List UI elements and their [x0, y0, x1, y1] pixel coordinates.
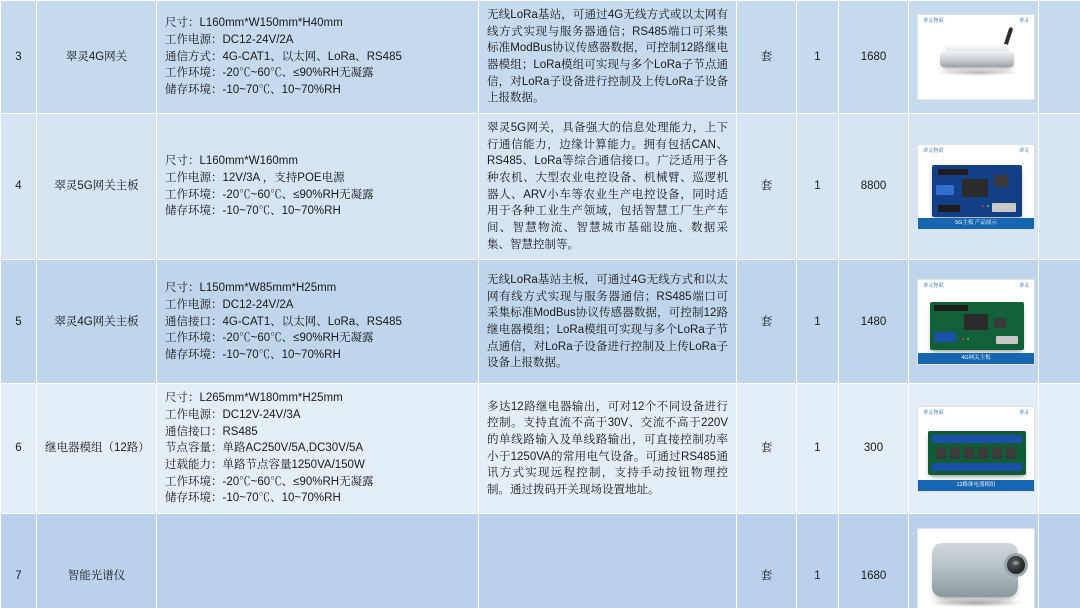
- table-row: [1, 114, 1080, 260]
- unit-cell: 套: [737, 260, 797, 384]
- product-spec: [157, 384, 479, 514]
- table-row: [1, 1, 1080, 114]
- spec-line: 工作环境：-20℃~60℃、≤90%RH无凝露: [165, 67, 374, 80]
- spec-line: 工作环境：-20℃~60℃、≤90%RH无凝露: [165, 188, 374, 201]
- spec-line: 尺寸：L160mm*W150mm*H40mm: [165, 17, 343, 30]
- pcb-board: [930, 302, 1024, 350]
- pcb-board: [928, 431, 1026, 475]
- spec-line: 过载能力：单路节点容量1250VA/150W: [165, 459, 365, 472]
- price-cell: 1480: [839, 260, 909, 384]
- product-image-cell: [909, 514, 1039, 608]
- spec-line: 工作电源：DC12-24V/2A: [165, 34, 294, 46]
- product-spec: [157, 514, 479, 608]
- image-caption: 5G主板 产品展示: [918, 218, 1034, 229]
- quantity-cell: 1: [797, 1, 839, 114]
- product-name: 继电器模组（12路）: [37, 384, 157, 514]
- product-spec: [157, 1, 479, 114]
- image-caption: 4G网关主板: [918, 353, 1034, 364]
- spacer-cell: [1039, 1, 1080, 114]
- spec-line: 工作电源：12V/3A ，支持POE电源: [165, 172, 345, 185]
- brand-label-secondary: 翠灵: [1018, 147, 1029, 154]
- spec-line: 工作电源：DC12V-24V/3A: [165, 409, 301, 422]
- product-image-cell: [909, 260, 1039, 384]
- unit-cell: 套: [737, 1, 797, 114]
- gateway-device-image: [917, 14, 1035, 100]
- pcb-board-4g-image: [917, 279, 1035, 365]
- row-index: 6: [1, 384, 37, 514]
- spec-line: 尺寸：L265mm*W180mm*H25mm: [165, 392, 343, 405]
- unit-cell: 套: [737, 114, 797, 260]
- quantity-cell: 1: [797, 514, 839, 608]
- product-description: 无线LoRa基站，可通过4G无线方式或以太网有线方式实现与服务器通信；RS485端口可采集标准ModBus协议传感器数据，可控制12路继电器模组；LoRa模组可实现与多个LoRa子节点通信，对LoRa子设备进行控制及上传LoRa子设备上报数据。: [479, 1, 737, 114]
- row-index: 4: [1, 114, 37, 260]
- spec-line: 储存环境：-10~70℃、10~70%RH: [165, 84, 341, 97]
- product-description: 翠灵5G网关，具备强大的信息处理能力，上下行通信能力，边缘计算能力。拥有包括CAN、RS485、LoRa等综合通信接口。广泛适用于各种农机、大型农业电控设备、机械臂、巡逻机器人、ARV小车等农业生产电控设备，同时适用于各种工业生产领域，包括智慧工厂生产车间、智慧物流、智慧城市基础设施、数据采集、智慧控制等。: [479, 114, 737, 260]
- brand-label-secondary: 翠灵: [1018, 282, 1029, 289]
- spec-line: 工作环境：-20℃~60℃、≤90%RH无凝露: [165, 475, 374, 488]
- spec-line: 工作环境：-20℃~60℃、≤90%RH无凝露: [165, 332, 374, 345]
- relay-module-image: [917, 406, 1035, 492]
- product-image-cell: [909, 1, 1039, 114]
- quantity-cell: 1: [797, 260, 839, 384]
- brand-label-secondary: 翠灵: [1018, 18, 1029, 25]
- spec-line: 通信接口：4G-CAT1、以太网、LoRa、RS485: [165, 315, 402, 328]
- camera-lens-icon: [1004, 553, 1028, 577]
- pcb-board-5g-image: [917, 144, 1035, 230]
- spec-line: 工作电源：DC12-24V/2A: [165, 298, 294, 311]
- spec-line: 通信方式：4G-CAT1、以太网、LoRa、RS485: [165, 50, 402, 63]
- unit-cell: 套: [737, 514, 797, 608]
- device-shadow: [928, 599, 1024, 607]
- product-description: [479, 514, 737, 608]
- price-cell: 8800: [839, 114, 909, 260]
- spec-line: 通信接口：RS485: [165, 425, 258, 438]
- product-image-cell: [909, 384, 1039, 514]
- device-shadow: [936, 69, 1020, 76]
- brand-label: 翠灵物联: [923, 282, 944, 289]
- price-cell: 1680: [839, 514, 909, 608]
- spacer-cell: [1039, 514, 1080, 608]
- table-row: [1, 384, 1080, 514]
- price-cell: 1680: [839, 1, 909, 114]
- product-name: 翠灵5G网关主板: [37, 114, 157, 260]
- product-description: 多达12路继电器输出，可对12个不同设备进行控制。支持直流不高于30V、交流不高于220V的单线路输入及单线路输出，可直接控制功率小于1250VA的常用电气设备。可通过RS485通讯方式实现远程控制，支持手动按钮物理控制。通过拨码开关现场设置地址。: [479, 384, 737, 514]
- table-row: [1, 260, 1080, 384]
- product-name: 翠灵4G网关: [37, 1, 157, 114]
- product-spec: [157, 260, 479, 384]
- spacer-cell: [1039, 114, 1080, 260]
- price-cell: 300: [839, 384, 909, 514]
- spec-line: 储存环境：-10~70℃、10~70%RH: [165, 205, 341, 218]
- spec-line: 尺寸：L150mm*W85mm*H25mm: [165, 282, 337, 295]
- pcb-board: [932, 165, 1022, 217]
- spec-line: 储存环境：-10~70℃、10~70%RH: [165, 492, 341, 505]
- row-index: 3: [1, 1, 37, 114]
- product-name: 翠灵4G网关主板: [37, 260, 157, 384]
- spec-line: 储存环境：-10~70℃、10~70%RH: [165, 348, 341, 361]
- device-body: [940, 51, 1014, 67]
- quantity-cell: 1: [797, 114, 839, 260]
- spacer-cell: [1039, 384, 1080, 514]
- product-image-cell: [909, 114, 1039, 260]
- product-name: 智能光谱仪: [37, 514, 157, 608]
- product-description: 无线LoRa基站主板，可通过4G无线方式和以太网有线方式实现与服务器通信；RS485端口可采集标准ModBus协议传感器数据，可控制12路继电器模组；LoRa模组可实现与多个LoRa子节点通信，对LoRa子设备进行控制及上传LoRa子设备上报数据。: [479, 260, 737, 384]
- image-caption: 12路继电器模组: [918, 480, 1034, 491]
- brand-label: 翠灵物联: [923, 18, 944, 25]
- brand-label-secondary: 翠灵: [1018, 409, 1029, 416]
- quantity-cell: 1: [797, 384, 839, 514]
- spec-line: 节点容量：单路AC250V/5A,DC30V/5A: [165, 442, 364, 455]
- spectrometer-image: [917, 528, 1035, 608]
- brand-label: 翠灵物联: [923, 147, 944, 154]
- spacer-cell: [1039, 260, 1080, 384]
- table-row: [1, 514, 1080, 608]
- row-index: 7: [1, 514, 37, 608]
- brand-label: 翠灵物联: [923, 409, 944, 416]
- unit-cell: 套: [737, 384, 797, 514]
- row-index: 5: [1, 260, 37, 384]
- spec-line: 尺寸：L160mm*W160mm: [165, 155, 298, 168]
- product-spec: [157, 114, 479, 260]
